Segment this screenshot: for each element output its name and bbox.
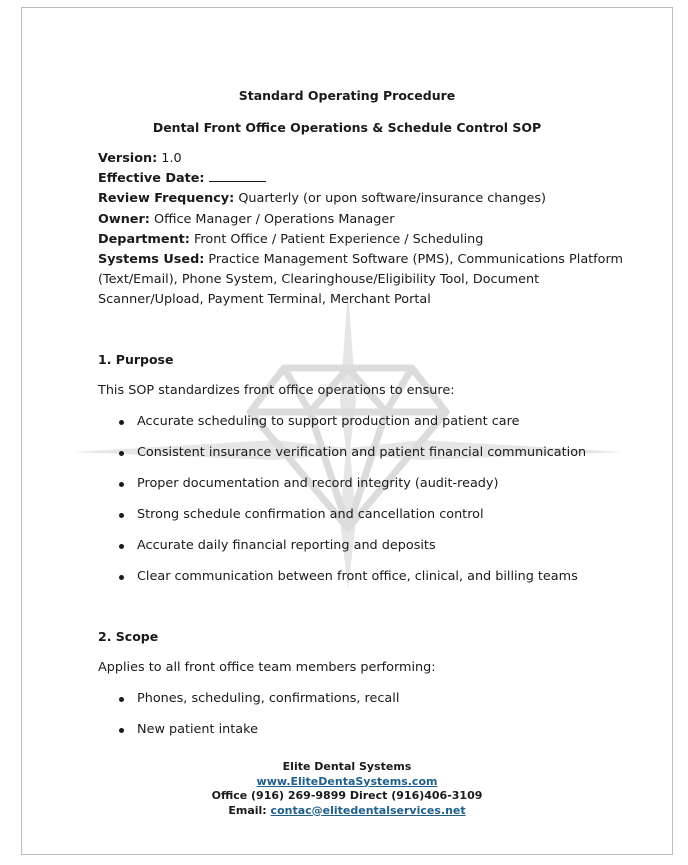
review-frequency-value: Quarterly (or upon software/insurance changes) — [238, 191, 547, 207]
list-item: Strong schedule confirmation and cancellation control — [115, 507, 586, 538]
scope-heading: 2. Scope — [98, 629, 159, 644]
bullet-icon — [119, 728, 124, 733]
footer-company: Elite Dental Systems — [282, 760, 412, 773]
version-value: 1.0 — [161, 151, 182, 166]
effective-date-label: Effective Date: — [98, 171, 205, 187]
systems-used-row — [98, 250, 624, 270]
systems-used-value-line1: Practice Management Software (PMS), Communications Platform — [208, 252, 624, 268]
footer-website-link[interactable]: www.EliteDentaSystems.com — [256, 774, 438, 788]
bullet-icon — [119, 513, 124, 518]
list-item: Phones, scheduling, confirmations, recall — [115, 691, 399, 722]
bullet-icon — [119, 544, 124, 549]
systems-used-value-line3: Scanner/Upload, Payment Terminal, Merchant Portal — [98, 292, 431, 308]
footer-email-link[interactable]: contac@elitedentalservices.net — [270, 803, 466, 817]
systems-used-label: Systems Used: — [98, 252, 205, 268]
footer-phones: Office (916) 269-9899 Direct (916)406-3109 — [211, 789, 483, 802]
purpose-heading: 1. Purpose — [98, 352, 174, 367]
effective-date-row — [98, 169, 598, 189]
page-footer — [22, 760, 672, 818]
scope-intro: Applies to all front office team members performing: — [98, 660, 436, 675]
department-row — [98, 230, 598, 250]
footer-email-label: Email: — [228, 803, 267, 817]
list-item: Consistent insurance verification and patient financial communication — [115, 445, 586, 476]
review-frequency-label: Review Frequency: — [98, 191, 235, 207]
list-item: Clear communication between front office, clinical, and billing teams — [115, 569, 586, 600]
bullet-icon — [119, 420, 124, 425]
scope-list — [115, 691, 399, 753]
bullet-icon — [119, 575, 124, 580]
version-row — [98, 149, 598, 169]
list-item: Accurate scheduling to support production and patient care — [115, 414, 586, 445]
list-item: New patient intake — [115, 722, 399, 753]
systems-used-value-line2: (Text/Email), Phone System, Clearinghouse/Eligibility Tool, Document — [98, 272, 540, 288]
list-item: Accurate daily financial reporting and deposits — [115, 538, 586, 569]
effective-date-blank — [209, 169, 266, 182]
purpose-list — [115, 414, 586, 600]
document-page — [21, 7, 673, 855]
version-label: Version: — [98, 151, 158, 166]
bullet-icon — [119, 451, 124, 456]
bullet-icon — [119, 482, 124, 487]
purpose-intro: This SOP standardizes front office operations to ensure: — [98, 383, 455, 398]
review-frequency-row — [98, 189, 598, 209]
sop-metadata — [98, 149, 624, 311]
department-label: Department: — [98, 231, 190, 247]
list-item: Proper documentation and record integrity (audit-ready) — [115, 476, 586, 507]
department-value: Front Office / Patient Experience / Scheduling — [193, 231, 484, 247]
owner-label: Owner: — [98, 211, 150, 227]
document-title: Standard Operating Procedure — [238, 88, 456, 103]
owner-value: Office Manager / Operations Manager — [154, 211, 395, 227]
document-subtitle: Dental Front Office Operations & Schedule Control SOP — [152, 120, 542, 135]
owner-row — [98, 210, 598, 230]
bullet-icon — [119, 697, 124, 702]
